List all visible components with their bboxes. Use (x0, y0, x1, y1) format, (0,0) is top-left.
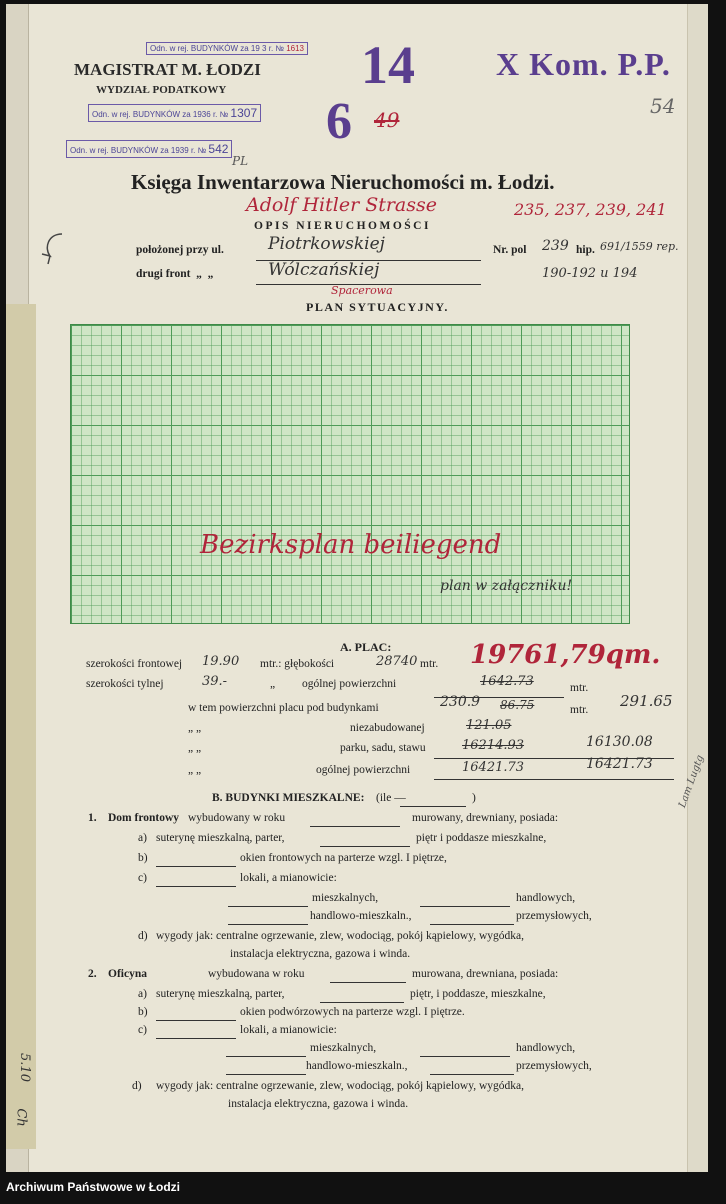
b2-d-text: wygody jak: centralne ogrzewanie, zlew, wodociąg, pokój kąpielowy, wygódka, (156, 1080, 524, 1092)
under-buildings-value-2: 86.75 (500, 698, 535, 712)
b2-a-text: suterynę mieszkalną, parter, (156, 988, 285, 1000)
b1-c-text: lokali, a mianowicie: (240, 872, 337, 884)
handwritten-german-street: Adolf Hitler Strasse (246, 194, 438, 216)
b2-d-text2: instalacja elektryczna, gazowa i winda. (228, 1098, 409, 1110)
label-hip: hip. (576, 244, 595, 256)
margin-note-1: 5.10 (16, 1053, 32, 1082)
unbuilt-label: niezabudowanej (350, 722, 425, 734)
b1-a-text2: piętr i poddasze mieszkalne, (416, 832, 547, 844)
b1-d-text2: instalacja elektryczna, gazowa i winda. (230, 948, 411, 960)
second-front-value: Wólczańskiej (268, 260, 380, 280)
b2-name: Oficyna (108, 968, 147, 980)
b2-b-line (156, 1020, 236, 1021)
ditto-row-total: „ „ (188, 764, 202, 776)
ditto-row-park: „ „ (188, 742, 202, 754)
b2-c-line (156, 1038, 236, 1039)
b1-c: c) (138, 872, 147, 884)
b1-c-line (156, 886, 236, 887)
b1-m4: przemysłowych, (516, 910, 592, 922)
label-street: położonej przy ul. (136, 244, 224, 256)
b2-m3-line (226, 1074, 306, 1075)
back-width-value: 39.- (202, 674, 228, 689)
b2-line1: wybudowana w roku (208, 968, 305, 980)
front-width-value: 19.90 (202, 654, 240, 669)
office-name: MAGISTRAT M. ŁODZI (74, 60, 261, 79)
b1-a: a) (138, 832, 147, 844)
under-buildings-label: w tem powierzchni placu pod budynkami (188, 702, 379, 714)
register-stamp-1936: Odn. w rej. BUDYNKÓW za 1936 r. № 1307 (88, 104, 261, 122)
b1-b-text: okien frontowych na parterze wzgl. I piętrze, (240, 852, 447, 864)
plan-title: PLAN SYTUACYJNY. (306, 300, 449, 314)
front-width-label: szerokości frontowej (86, 658, 183, 670)
label-nr: Nr. pol (493, 244, 527, 256)
under-buildings-right: 291.65 (620, 692, 673, 710)
handwritten-numbers-top: 235, 237, 239, 241 (514, 200, 667, 219)
b1-b-line (156, 866, 236, 867)
b2-c-text: lokali, a mianowicie: (240, 1024, 337, 1036)
nr-value: 239 (542, 238, 569, 254)
b1-number: 1. (88, 812, 97, 824)
total2-value: 16421.73 (462, 760, 525, 775)
b1-d: d) (138, 930, 148, 942)
b2-b: b) (138, 1006, 148, 1018)
b2-m4-line (430, 1074, 514, 1075)
b1-b: b) (138, 852, 148, 864)
b2-m1: mieszkalnych, (310, 1042, 377, 1054)
b1-a-text: suterynę mieszkalną, parter, (156, 832, 285, 844)
b1-m3-line (228, 924, 308, 925)
b2-year-line (330, 982, 406, 983)
register-stamp-1939: Odn. w rej. BUDYNKÓW za 1939 r. № 542 (66, 140, 232, 158)
stamp-number-14: 14 (361, 35, 415, 95)
b1-line1b: murowany, drewniany, posiada: (412, 812, 559, 824)
b2-m3: handlowo-mieszkaln., (306, 1060, 408, 1072)
hip-value: 691/1559 rep. (600, 240, 679, 253)
park-value: 16214.93 (462, 738, 525, 753)
b1-d-text: wygody jak: centralne ogrzewanie, zlew, wodociąg, pokój kąpielowy, wygódka, (156, 930, 524, 942)
b2-line1b: murowana, drewniana, posiada: (412, 968, 559, 980)
ditto-row-unbuilt: „ „ (188, 722, 202, 734)
side-note: Lam Lugtg (676, 753, 707, 810)
park-right: 16130.08 (586, 734, 653, 750)
commission-stamp: X Kom. P.P. (496, 46, 671, 82)
total2-label: ogólnej powierzchni (316, 764, 411, 776)
b1-name: Dom frontowy (108, 812, 180, 824)
second-front-extra: Spacerowa (331, 284, 393, 297)
total-area-handwritten: 19761,79qm. (470, 640, 661, 670)
b2-a: a) (138, 988, 147, 1000)
b2-number: 2. (88, 968, 97, 980)
front-width-unit: mtr.: głębokości (260, 658, 335, 670)
second-front-nr: 190-192 u 194 (542, 266, 638, 281)
total2-right: 16421.73 (586, 756, 653, 772)
total-area-label: ogólnej powierzchni (302, 678, 397, 690)
handwritten-number-49: 49 (374, 108, 400, 132)
plan-note-polish: plan w załączniku! (440, 578, 573, 594)
label-second-front: drugi front „ „ (136, 268, 214, 280)
back-width-label: szerokości tylnej (86, 678, 164, 690)
park-label: parku, sadu, stawu (340, 742, 426, 754)
b2-m4: przemysłowych, (516, 1060, 592, 1072)
margin-note-2: Ch (13, 1108, 29, 1127)
archive-credit: Archiwum Państwowe w Łodzi (6, 1180, 181, 1194)
b2-a-line (320, 1002, 404, 1003)
unbuilt-value: 121.05 (466, 718, 512, 733)
b1-m4-line (430, 924, 514, 925)
department-name: WYDZIAŁ PODATKOWY (96, 84, 227, 96)
pl-mark: PL (232, 154, 249, 168)
plac-title: A. PLAC: (340, 640, 392, 654)
depth-value: 28740 (376, 654, 418, 669)
buildings-count-close: ) (472, 792, 476, 804)
stamp-number-6: 6 (326, 93, 352, 150)
total-area-unit: mtr. (570, 682, 589, 694)
b2-m1-line (226, 1056, 306, 1057)
buildings-count: (ile — (376, 792, 406, 804)
b2-a-text2: piętr, i poddasze, mieszkalne, (410, 988, 546, 1000)
b1-line1: wybudowany w roku (188, 812, 286, 824)
b1-m2-line (420, 906, 510, 907)
arrow-scribble-icon (34, 228, 74, 268)
ditto-mark: „ (270, 678, 276, 690)
buildings-title: B. BUDYNKI MIESZKALNE: (212, 792, 365, 804)
total-area-struck: 1642.73 (480, 674, 534, 689)
b2-b-text: okien podwórzowych na parterze wzgl. I piętrze. (240, 1006, 465, 1018)
b2-m2: handlowych, (516, 1042, 576, 1054)
page-title: Księga Inwentarzowa Nieruchomości m. Łodzi. (131, 170, 555, 194)
section-title: OPIS NIERUCHOMOŚCI (254, 220, 431, 232)
footer-bar (0, 1172, 726, 1204)
depth-unit: mtr. (420, 658, 439, 670)
b1-m3: handlowo-mieszkaln., (310, 910, 412, 922)
b2-c: c) (138, 1024, 147, 1036)
plan-note-german: Bezirksplan beiliegend (200, 530, 502, 560)
street-value: Piotrkowskiej (268, 234, 385, 254)
b1-m1: mieszkalnych, (312, 892, 379, 904)
buildings-count-line (400, 806, 466, 807)
b2-d: d) (132, 1080, 142, 1092)
b1-year-line (310, 826, 400, 827)
b1-m1-line (228, 906, 308, 907)
register-stamp-top: Odn. w rej. BUDYNKÓW za 19 3 r. № 1613 (146, 42, 308, 55)
binding-strip (6, 304, 36, 1149)
b2-m2-line (420, 1056, 510, 1057)
b1-a-line (320, 846, 410, 847)
page-number: 54 (650, 94, 676, 118)
total-line-bottom (434, 779, 674, 780)
under-buildings-value: 230.9 (440, 694, 481, 710)
right-page-edge (687, 4, 708, 1172)
b1-m2: handlowych, (516, 892, 576, 904)
under-buildings-unit: mtr. (570, 704, 589, 716)
